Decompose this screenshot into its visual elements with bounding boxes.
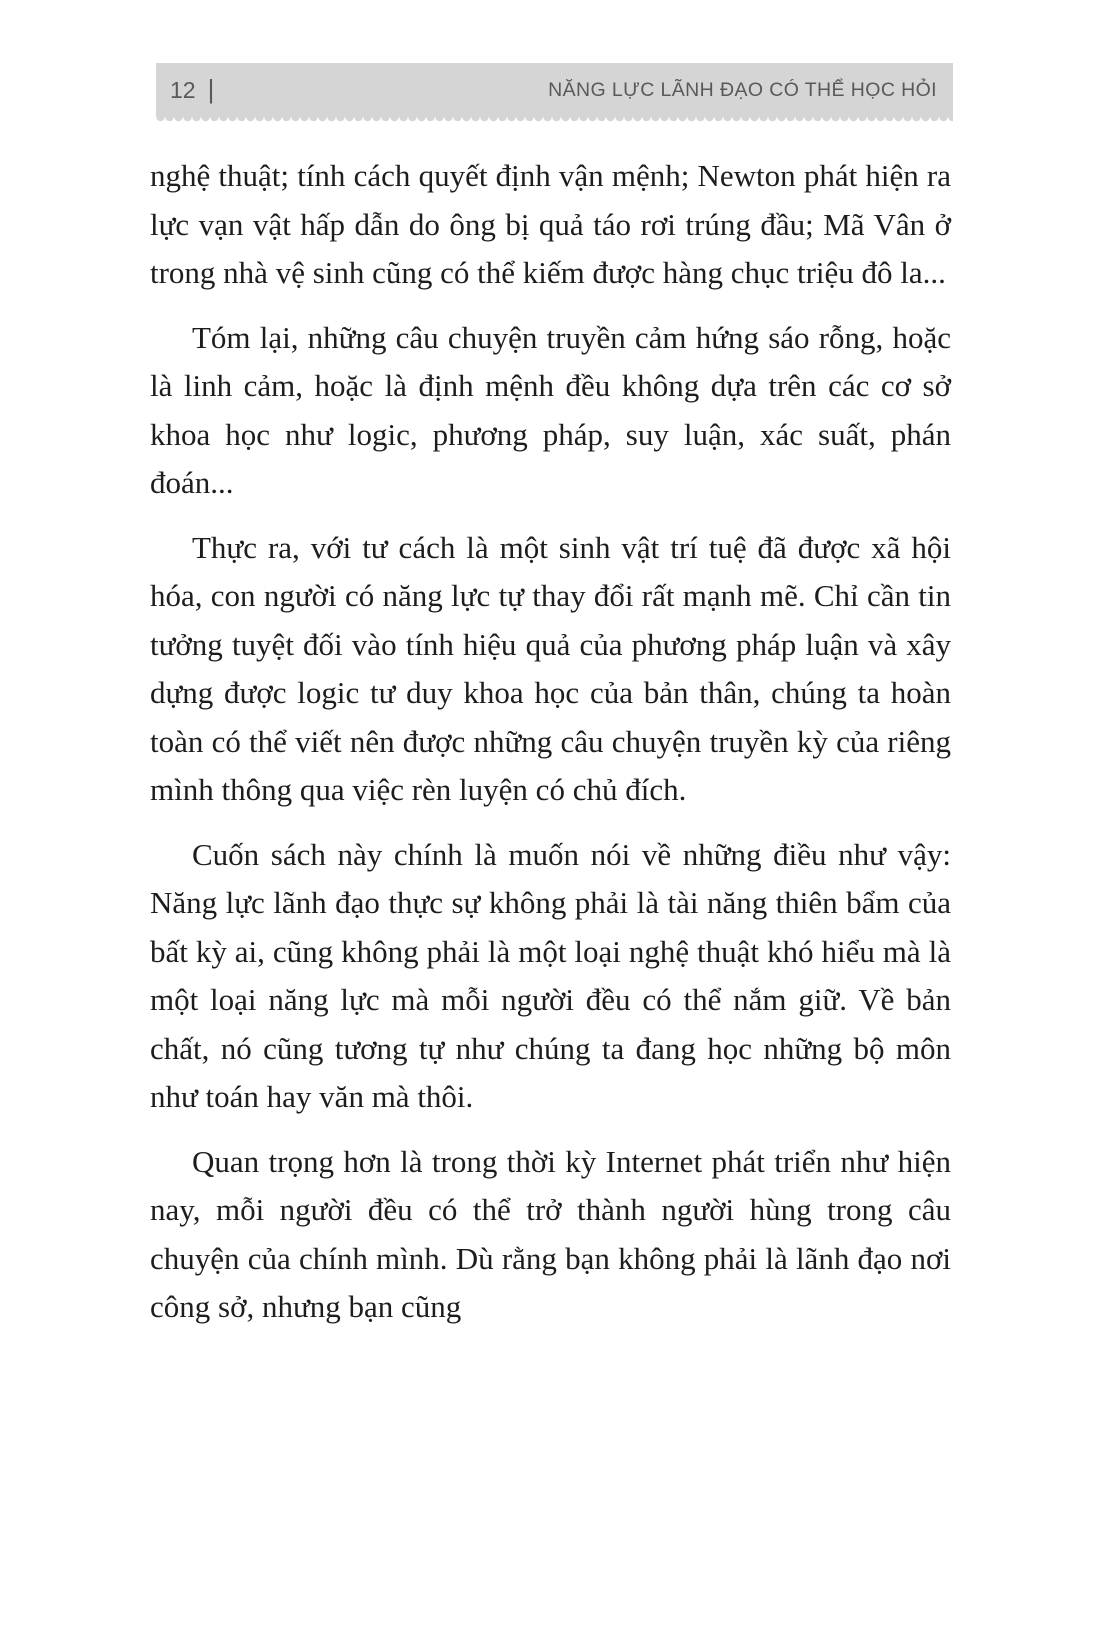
page-number: 12	[170, 76, 196, 103]
header-left	[170, 75, 214, 106]
running-title: NĂNG LỰC LÃNH ĐẠO CÓ THỂ HỌC HỎI	[548, 78, 937, 101]
header-right	[548, 79, 937, 102]
paragraph-1: nghệ thuật; tính cách quyết định vận mệnh; Newton phát hiện ra lực vạn vật hấp dẫn do ông bị quả táo rơi trúng đầu; Mã Vân ở trong nhà vệ sinh cũng có thể kiếm được hàng chục triệu đô la...	[150, 158, 951, 290]
paragraph-4: Cuốn sách này chính là muốn nói về những điều như vậy: Năng lực lãnh đạo thực sự không phải là tài năng thiên bẩm của bất kỳ ai, cũng không phải là một loại nghệ thuật khó hiểu mà là một loại năng lực mà mỗi người đều có thể nắm giữ. Về bản chất, nó cũng tương tự như chúng ta đang học những bộ môn như toán hay văn mà thôi.	[150, 836, 951, 1114]
paragraph-3: Thực ra, với tư cách là một sinh vật trí tuệ đã được xã hội hóa, con người có năng lực tự thay đổi rất mạnh mẽ. Chỉ cần tin tưởng tuyệt đối vào tính hiệu quả của phương pháp luận và xây dựng được logic tư duy khoa học của bản thân, chúng ta hoàn toàn có thể viết nên được những câu chuyện truyền kỳ của riêng mình thông qua việc rèn luyện có chủ đích.	[150, 529, 951, 807]
page-header	[156, 63, 953, 125]
paragraph-5: Quan trọng hơn là trong thời kỳ Internet phát triển như hiện nay, mỗi người đều có thể trở thành người hùng trong câu chuyện của chính mình. Dù rằng bạn không phải là lãnh đạo nơi công sở, nhưng bạn cũng	[150, 1143, 951, 1324]
page-body	[150, 152, 951, 1348]
header-divider: |	[207, 73, 215, 104]
deckle-edge-decoration	[156, 117, 953, 125]
paragraph-2: Tóm lại, những câu chuyện truyền cảm hứng sáo rỗng, hoặc là linh cảm, hoặc là định mệnh đều không dựa trên các cơ sở khoa học như logic, phương pháp, suy luận, xác suất, phán đoán...	[150, 319, 951, 500]
header-bar	[156, 63, 953, 117]
